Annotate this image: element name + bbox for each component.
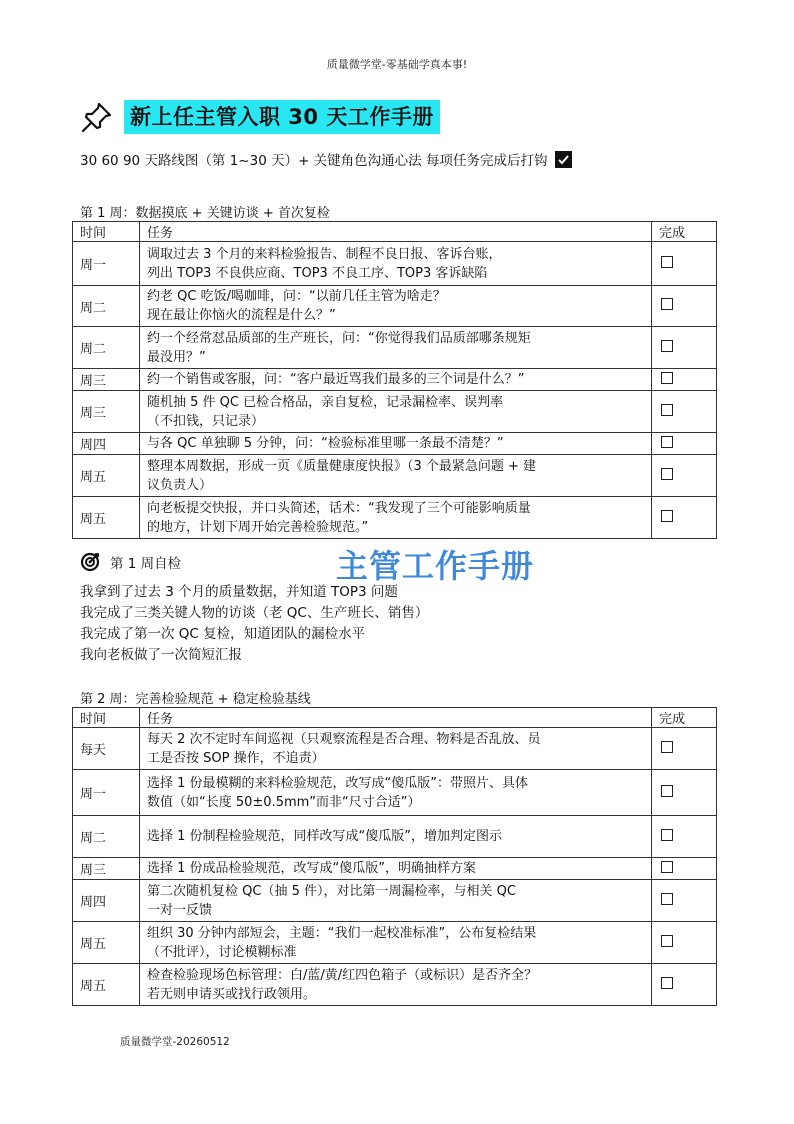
table-row [73, 242, 717, 286]
column-header-time: 时间 [73, 222, 140, 242]
done-cell [652, 327, 717, 369]
done-cell [652, 964, 717, 1006]
footer-note: 质量微学堂-20260512 [120, 1036, 230, 1048]
task-cell: 约一个经常怼品质部的生产班长，问：“你觉得我们品质部哪条规矩 最没用？” [140, 327, 652, 369]
task-cell: 第二次随机复检 QC（抽 5 件），对比第一周漏检率，与相关 QC 一对一反馈 [140, 880, 652, 922]
task-cell: 随机抽 5 件 QC 已检合格品，亲自复检，记录漏检率、误判率 （不扣钱，只记录） [140, 391, 652, 433]
done-checkbox[interactable] [661, 829, 673, 841]
day-cell: 周四 [73, 880, 140, 922]
table-row [73, 770, 717, 816]
day-cell: 每天 [73, 728, 140, 770]
done-cell [652, 369, 717, 391]
table-row [73, 497, 717, 539]
target-icon [80, 552, 100, 572]
column-header-done: 完成 [652, 708, 717, 728]
page-title: 新上任主管入职 30 天工作手册 [124, 100, 440, 134]
done-checkbox[interactable] [661, 340, 673, 352]
column-header-task: 任务 [140, 708, 652, 728]
done-checkbox[interactable] [661, 741, 673, 753]
table-row [73, 728, 717, 770]
table-row [73, 964, 717, 1006]
table-row [73, 880, 717, 922]
done-checkbox[interactable] [661, 861, 673, 873]
done-cell [652, 880, 717, 922]
table-row [73, 816, 717, 858]
subtitle-text: 30 60 90 天路线图（第 1~30 天）+ 关键角色沟通心法 每项任务完成后打钩 [80, 153, 548, 169]
week2-table [72, 707, 717, 1006]
column-header-task: 任务 [140, 222, 652, 242]
pushpin-icon [80, 100, 114, 134]
day-cell: 周二 [73, 286, 140, 327]
done-cell [652, 728, 717, 770]
task-cell: 组织 30 分钟内部短会，主题：“我们一起校准标准”，公布复检结果 （不批评），讨论模糊标准 [140, 922, 652, 964]
done-cell [652, 242, 717, 286]
week1-heading: 第 1 周：数据摸底 + 关键访谈 + 首次复检 [80, 206, 330, 221]
done-checkbox[interactable] [661, 372, 673, 384]
task-cell: 约一个销售或客服，问：“客户最近骂我们最多的三个词是什么？” [140, 369, 652, 391]
task-cell: 选择 1 份制程检验规范，同样改写成“傻瓜版”，增加判定图示 [140, 816, 652, 858]
header-note: 质量微学堂-零基础学真本事! [326, 58, 468, 71]
column-header-time: 时间 [73, 708, 140, 728]
day-cell: 周五 [73, 964, 140, 1006]
table-header-row [73, 222, 717, 242]
week2-heading: 第 2 周：完善检验规范 + 稳定检验基线 [80, 692, 311, 707]
table-row [73, 922, 717, 964]
done-checkbox[interactable] [661, 436, 673, 448]
done-cell [652, 286, 717, 327]
selfcheck-list [80, 582, 428, 666]
task-cell: 约老 QC 吃饭/喝咖啡，问：“以前几任主管为啥走？ 现在最让你恼火的流程是什么？” [140, 286, 652, 327]
table-row [73, 858, 717, 880]
day-cell: 周五 [73, 455, 140, 497]
day-cell: 周三 [73, 369, 140, 391]
day-cell: 周三 [73, 391, 140, 433]
day-cell: 周五 [73, 922, 140, 964]
done-checkbox[interactable] [661, 256, 673, 268]
task-cell: 每天 2 次不定时车间巡视（只观察流程是否合理、物料是否乱放、员 工是否按 SOP 操作，不追责） [140, 728, 652, 770]
table-header-row [73, 708, 717, 728]
table-row [73, 286, 717, 327]
done-cell [652, 497, 717, 539]
task-cell: 整理本周数据，形成一页《质量健康度快报》（3 个最紧急问题 + 建 议负责人） [140, 455, 652, 497]
selfcheck-header [80, 552, 181, 572]
selfcheck-item: 我完成了第一次 QC 复检，知道团队的漏检水平 [80, 626, 366, 642]
table-row [73, 391, 717, 433]
day-cell: 周五 [73, 497, 140, 539]
title-row [80, 100, 440, 134]
done-cell [652, 858, 717, 880]
table-row [73, 433, 717, 455]
selfcheck-item: 我向老板做了一次简短汇报 [80, 647, 242, 663]
week1-table [72, 221, 717, 539]
done-checkbox[interactable] [661, 510, 673, 522]
subtitle [80, 149, 572, 169]
task-cell: 与各 QC 单独聊 5 分钟，问：“检验标准里哪一条最不清楚？” [140, 433, 652, 455]
day-cell: 周四 [73, 433, 140, 455]
done-checkbox[interactable] [661, 893, 673, 905]
done-cell [652, 391, 717, 433]
column-header-done: 完成 [652, 222, 717, 242]
day-cell: 周二 [73, 327, 140, 369]
day-cell: 周一 [73, 242, 140, 286]
done-checkbox[interactable] [661, 404, 673, 416]
day-cell: 周三 [73, 858, 140, 880]
done-cell [652, 433, 717, 455]
done-checkbox[interactable] [661, 468, 673, 480]
done-checkbox[interactable] [661, 298, 673, 310]
task-cell: 选择 1 份成品检验规范，改写成“傻瓜版”，明确抽样方案 [140, 858, 652, 880]
task-cell: 向老板提交快报，并口头简述，话术：“我发现了三个可能影响质量 的地方，计划下周开始完善检验规范。” [140, 497, 652, 539]
checked-box-icon [555, 151, 572, 168]
done-cell [652, 922, 717, 964]
done-cell [652, 770, 717, 816]
day-cell: 周一 [73, 770, 140, 816]
table-row [73, 327, 717, 369]
task-cell: 调取过去 3 个月的来料检验报告、制程不良日报、客诉台账， 列出 TOP3 不良供应商、TOP3 不良工序、TOP3 客诉缺陷 [140, 242, 652, 286]
table-row [73, 455, 717, 497]
done-checkbox[interactable] [661, 785, 673, 797]
day-cell: 周二 [73, 816, 140, 858]
task-cell: 检查检验现场色标管理：白/蓝/黄/红四色箱子（或标识）是否齐全？ 若无则申请买或找行政领用。 [140, 964, 652, 1006]
watermark-text: 主管工作手册 [336, 547, 535, 585]
task-cell: 选择 1 份最模糊的来料检验规范，改写成“傻瓜版”：带照片、具体 数值（如“长度 50±0.5mm”而非“尺寸合适”） [140, 770, 652, 816]
selfcheck-heading: 第 1 周自检 [110, 556, 182, 572]
done-checkbox[interactable] [661, 977, 673, 989]
done-cell [652, 816, 717, 858]
selfcheck-item: 我拿到了过去 3 个月的质量数据，并知道 TOP3 问题 [80, 584, 398, 600]
table-row [73, 369, 717, 391]
done-checkbox[interactable] [661, 935, 673, 947]
selfcheck-item: 我完成了三类关键人物的访谈（老 QC、生产班长、销售） [80, 605, 429, 621]
done-cell [652, 455, 717, 497]
